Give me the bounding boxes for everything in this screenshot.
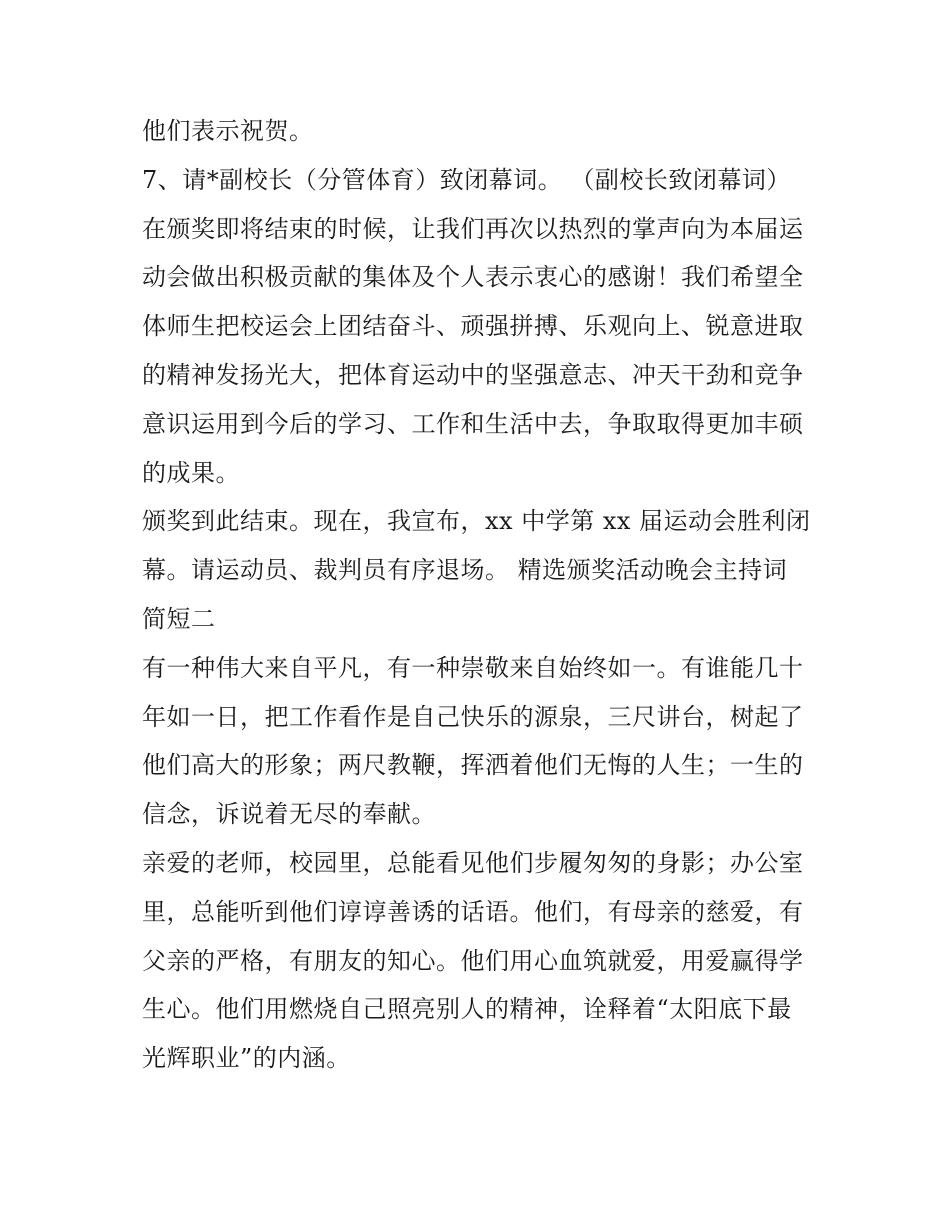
text-line: 在颁奖即将结束的时候，让我们再次以热烈的掌声向为本届运 xyxy=(142,214,804,243)
text-line: 意识运用到今后的学习、工作和生活中去，争取取得更加丰硕 xyxy=(142,409,804,438)
text-line: 年如一日，把工作看作是自己快乐的源泉，三尺讲台，树起了 xyxy=(142,702,804,731)
text-line: 的精神发扬光大，把体育运动中的坚强意志、冲天干劲和竞争 xyxy=(142,360,804,389)
text-line: 体师生把校运会上团结奋斗、顽强拼搏、乐观向上、锐意进取 xyxy=(142,312,804,341)
text-line: 7、请*副校长（分管体育）致闭幕词。 （副校长致闭幕词） xyxy=(142,165,791,194)
text-line: 他们表示祝贺。 xyxy=(142,117,314,145)
text-line: 动会做出积极贡献的集体及个人表示衷心的感谢！我们希望全 xyxy=(142,263,804,292)
text-line: 的成果。 xyxy=(142,458,240,487)
text-line: 父亲的严格，有朋友的知心。他们用心血筑就爱，用爱赢得学 xyxy=(142,946,804,975)
text-line: 里，总能听到他们谆谆善诱的话语。他们，有母亲的慈爱，有 xyxy=(142,897,804,926)
text-line: 亲爱的老师，校园里，总能看见他们步履匆匆的身影；办公室 xyxy=(142,848,804,877)
text-line: 有一种伟大来自平凡，有一种崇敬来自始终如一。有谁能几十 xyxy=(142,653,804,682)
text-line: 生心。他们用燃烧自己照亮别人的精神，诠释着“太阳底下最 xyxy=(142,995,792,1024)
text-line: 信念，诉说着无尽的奉献。 xyxy=(142,800,436,829)
text-line: 光辉职业”的内涵。 xyxy=(142,1044,351,1073)
text-line: 幕。请运动员、裁判员有序退场。 精选颁奖活动晚会主持词 xyxy=(142,556,788,585)
text-line: 他们高大的形象；两尺教鞭，挥洒着他们无悔的人生；一生的 xyxy=(142,751,804,780)
text-line: 颁奖到此结束。现在，我宣布，xx 中学第 xx 届运动会胜利闭 xyxy=(142,507,811,536)
text-line: 简短二 xyxy=(142,604,216,633)
document-body xyxy=(142,107,822,1083)
